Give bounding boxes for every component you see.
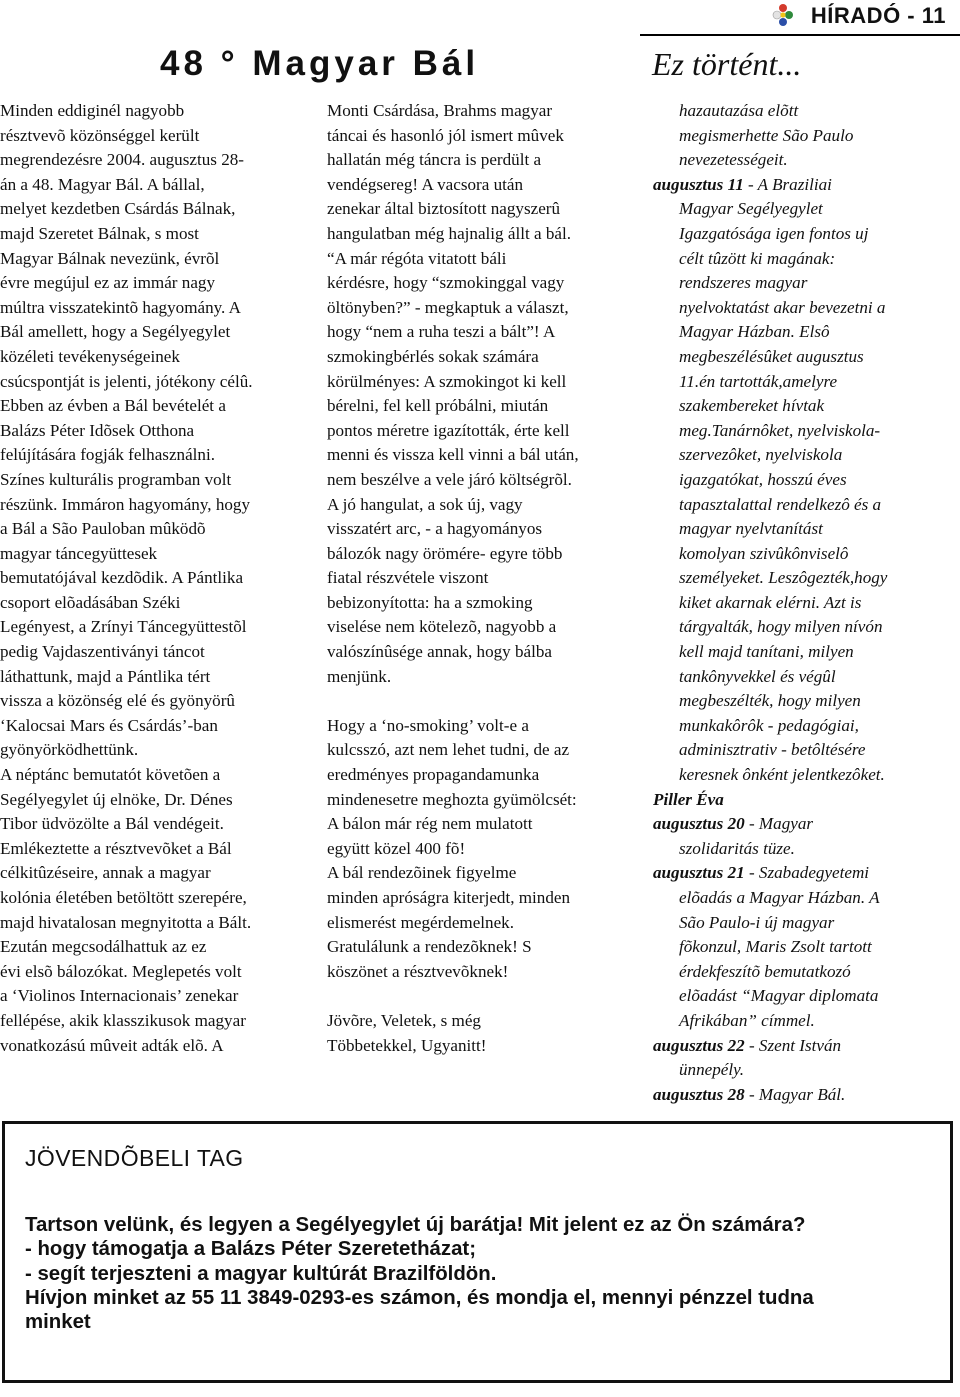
event-text: São Paulo-i új magyar — [679, 912, 835, 932]
event-date: augusztus 21 — [653, 863, 745, 883]
article-text-line: pontos méretre igazították, érte kell — [327, 420, 570, 440]
article-text-line: öltönyben?” - megkaptuk a választ, — [327, 297, 569, 317]
event-line — [653, 271, 953, 296]
event-line — [653, 468, 953, 493]
event-text: megismerhette São Paulo — [679, 125, 854, 145]
sidebar-title: Ez történt... — [652, 46, 802, 82]
article-text-line: megrendezésre 2004. augusztus 28- — [0, 150, 244, 170]
page-label: HÍRADÓ - 11 — [810, 3, 946, 28]
article-text-line: minden apróságra kiterjedt, minden — [327, 888, 571, 907]
article-text-line: fiatal részvétele viszont — [327, 568, 489, 588]
event-text: - Magyar — [744, 814, 814, 834]
article-text-line: ‘Kalocsai Mars és Csárdás’-ban — [0, 715, 218, 735]
event-text: személyeket. Leszôgezték,hogy — [679, 568, 888, 588]
article-text-line: zenekar által biztosított nagyszerû — [327, 199, 561, 219]
article-text-line: án a 48. Magyar Bál. A bállal, — [0, 174, 205, 194]
event-line — [653, 788, 953, 813]
event-line — [653, 861, 953, 886]
event-text: nyelvoktatást akar bevezetni a — [679, 297, 886, 317]
event-text: kell majd tanítani, milyen — [679, 642, 854, 662]
event-text: adminisztrativ - betôltésére — [679, 740, 866, 760]
event-line — [653, 591, 953, 616]
event-line — [653, 394, 953, 419]
event-line — [653, 443, 953, 468]
article-text-line — [327, 984, 624, 1009]
article-text-line: Balázs Péter Idõsek Otthona — [0, 420, 195, 440]
article-text-line: viselése nem kötelezõ, nagyobb a — [327, 617, 557, 637]
article-text-line: vissza a közönség elé és gyönyörû — [0, 691, 235, 711]
event-text: nevezetességeit. — [679, 150, 788, 170]
event-text: hazautazása elõtt — [679, 101, 799, 120]
event-text: fõkonzul, Maris Zsolt tartott — [679, 937, 872, 957]
event-text: megbeszélésûket augusztus — [679, 346, 864, 366]
article-text-line: Tibor üdvözölte a Bál vendégeit. — [0, 814, 224, 834]
event-text: megbeszélték, hogy milyen — [679, 691, 861, 711]
article-column-1 — [0, 99, 301, 1058]
event-text: - Magyar Bál. — [744, 1084, 846, 1104]
event-text: érdekfeszítõ bemutatkozó — [679, 961, 851, 981]
event-line — [653, 345, 953, 370]
future-member-box — [2, 1121, 953, 1383]
notice-line: - hogy támogatja a Balázs Péter Szeretetházat; — [25, 1238, 476, 1261]
article-text-line: Minden eddiginél nagyobb — [0, 101, 185, 120]
article-text-line: “A már régóta vitatott báli — [327, 248, 507, 268]
article-text-line: Legényest, a Zrínyi Táncegyüttestõl — [0, 617, 247, 637]
event-line — [653, 148, 953, 173]
article-text-line: kulcsszó, azt nem lehet tudni, de az — [327, 740, 570, 760]
event-text: elõadás a Magyar Házban. A — [679, 888, 880, 907]
event-line — [653, 935, 953, 960]
article-text-line: évi elsõ bálozókat. Meglepetés volt — [0, 961, 242, 981]
article-text-line: Bál amellett, hogy a Segélyegylet — [0, 322, 231, 342]
event-line — [653, 124, 953, 149]
event-text: tárgyalták, hogy milyen nívón — [679, 617, 883, 637]
event-text: szakembereket hívtak — [679, 396, 825, 416]
event-line — [653, 99, 953, 124]
event-text: igazgatókat, hosszú éves — [679, 469, 847, 489]
article-text-line: kérdésre, hogy “szmokinggal vagy — [327, 273, 565, 293]
article-text-line: szmokingbérlés sokak számára — [327, 346, 539, 366]
event-text: munkakôrôk - pedagógiai, — [679, 715, 859, 735]
event-text: - Szabadegyetemi — [744, 863, 870, 883]
article-text-line: körülményes: A szmokingot ki kell — [327, 371, 567, 391]
event-text: tapasztalattal rendelkezô és a — [679, 494, 882, 514]
article-text-line: fellépése, akik klasszikusok magyar — [0, 1010, 246, 1030]
event-text: - Szent István — [744, 1035, 842, 1055]
event-date: Piller Éva — [653, 789, 724, 809]
article-text-line: a Bál a São Pauloban mûködõ — [0, 519, 206, 539]
article-text-line: Színes kulturális programban volt — [0, 469, 232, 489]
event-text: ünnepély. — [679, 1060, 745, 1080]
article-text-line: pedig Vajdaszentiványi táncot — [0, 642, 205, 662]
article-text-line: majd hivatalosan megnyitotta a Bált. — [0, 912, 252, 932]
article-text-line: kolónia életében betöltött szerepére, — [0, 888, 247, 907]
article-text-line: gyönyörködhettünk. — [0, 740, 139, 760]
flag-emblem-icon — [771, 2, 795, 28]
article-text-line: vonatkozású mûveit adták elõ. A — [0, 1035, 224, 1055]
article-text-line: A néptánc bemutatót követõen a — [0, 765, 221, 785]
article-text-line: melyet kezdetben Csárdás Bálnak, — [0, 199, 236, 219]
event-line — [653, 812, 953, 837]
article-text-line: csúcspontját is jelenti, jótékony célû. — [0, 371, 253, 391]
article-text-line: a ‘Violinos Internacionais’ zenekar — [0, 986, 239, 1006]
event-line — [653, 1034, 953, 1059]
event-line — [653, 837, 953, 862]
event-text: Magyar Segélyegylet — [679, 199, 823, 219]
article-text-line: táncai és hasonló jól ismert mûvek — [327, 125, 564, 145]
event-line — [653, 542, 953, 567]
events-column — [653, 99, 953, 1107]
event-date: augusztus 22 — [653, 1035, 745, 1055]
article-title: 48 ° Magyar Bál — [160, 44, 480, 83]
event-line — [653, 984, 953, 1009]
event-line — [653, 197, 953, 222]
article-text-line: együtt közel 400 fõ! — [327, 838, 466, 858]
event-line — [653, 222, 953, 247]
event-text: Afrikában” címmel. — [679, 1010, 815, 1030]
event-line — [653, 886, 953, 911]
article-text-line: vendégsereg! A vacsora után — [327, 174, 524, 194]
notice-line: minket — [25, 1311, 91, 1334]
event-text: elõadást “Magyar diplomata — [679, 986, 879, 1006]
event-text: szolidaritás tüze. — [679, 838, 795, 858]
event-line — [653, 173, 953, 198]
article-text-line: csoport elõadásában Széki — [0, 592, 181, 612]
event-line — [653, 689, 953, 714]
event-line — [653, 911, 953, 936]
article-text-line: Magyar Bálnak nevezünk, évrõl — [0, 248, 220, 268]
article-text-line: bérelni, fel kell próbálni, miután — [327, 396, 549, 416]
article-text-line: mindenesetre meghozta gyümölcsét: — [327, 789, 577, 809]
article-text-line: Segélyegylet új elnöke, Dr. Dénes — [0, 789, 233, 809]
event-text: tankônyvekkel és végûl — [679, 666, 836, 686]
article-text-line: A bál rendezõinek figyelme — [327, 863, 517, 883]
article-column-2 — [327, 99, 624, 1058]
event-text: Magyar Házban. Elsô — [679, 322, 830, 342]
event-line — [653, 247, 953, 272]
article-text-line: menni és vissza kell vinni a bál után, — [327, 445, 579, 465]
event-text: - A Braziliai — [743, 174, 832, 194]
event-date: augusztus 11 — [653, 174, 744, 194]
article-text-line: Monti Csárdása, Brahms magyar — [327, 101, 553, 120]
event-line — [653, 419, 953, 444]
event-line — [653, 714, 953, 739]
article-text-line: eredményes propagandamunka — [327, 765, 540, 785]
event-date: augusztus 28 — [653, 1084, 745, 1104]
article-text-line: hangulatban még hajnalig állt a bál. — [327, 223, 571, 243]
event-line — [653, 763, 953, 788]
article-text-line: felújítására fogják felhasználni. — [0, 445, 215, 465]
event-line — [653, 1083, 953, 1108]
article-text-line: bálozók nagy örömére- egyre több — [327, 543, 563, 563]
article-text-line: résztvevõ közönséggel került — [0, 125, 200, 145]
event-line — [653, 665, 953, 690]
article-text-line: visszatért arc, - a hagyományos — [327, 519, 543, 539]
event-line — [653, 296, 953, 321]
article-text-line: Jövõre, Veletek, s még — [327, 1010, 481, 1030]
event-line — [653, 640, 953, 665]
article-text-line: majd Szeretet Bálnak, s most — [0, 223, 199, 243]
event-text: meg.Tanárnôket, nyelviskola- — [679, 420, 881, 440]
event-line — [653, 1009, 953, 1034]
notice-title: JÖVENDÕBELI TAG — [25, 1145, 244, 1171]
event-line — [653, 960, 953, 985]
article-text-line: évre megújul ez az immár nagy — [0, 273, 215, 293]
article-text-line: hogy “nem a ruha teszi a bált”! A — [327, 322, 556, 342]
event-line — [653, 738, 953, 763]
event-text: rendszeres magyar — [679, 273, 808, 293]
article-text-line: célkitûzéseire, annak a magyar — [0, 863, 211, 883]
article-text-line: Többetekkel, Ugyanitt! — [327, 1035, 487, 1055]
article-text-line: A jó hangulat, a sok új, vagy — [327, 494, 523, 514]
article-text-line: A bálon már rég nem mulatott — [327, 814, 533, 834]
article-text-line: nem beszélve a vele járó költségrõl. — [327, 469, 572, 489]
notice-body — [25, 1213, 950, 1334]
article-text-line: bebizonyította: ha a szmoking — [327, 592, 533, 612]
article-text-line: hallatán még táncra is perdült a — [327, 150, 542, 170]
article-text-line: menjünk. — [327, 666, 392, 686]
article-text-line: Ezután megcsodálhattuk az ez — [0, 937, 207, 957]
notice-line: Hívjon minket az 55 11 3849-0293-es számon, és mondja el, mennyi pénzzel tudna — [25, 1286, 814, 1309]
article-text-line: magyar táncegyüttesek — [0, 543, 158, 563]
article-text-line: Hogy a ‘no-smoking’ volt-e a — [327, 715, 529, 735]
article-text-line — [327, 689, 624, 714]
notice-line: - segít terjeszteni a magyar kultúrát Brazilföldön. — [25, 1262, 497, 1285]
article-text-line: valószínûsége annak, hogy bálba — [327, 642, 552, 662]
article-text-line: Emlékeztette a résztvevõket a Bál — [0, 838, 232, 858]
article-text-line: közéleti tevékenységeinek — [0, 346, 180, 366]
event-line — [653, 370, 953, 395]
event-text: Igazgatósága igen fontos uj — [679, 223, 869, 243]
event-text: szervezôket, nyelviskola — [679, 445, 843, 465]
event-text: célt tûzött ki magának: — [679, 248, 836, 268]
article-text-line: múltra visszatekintõ hagyomány. A — [0, 297, 242, 317]
article-text-line: elismerést megérdemelnek. — [327, 912, 515, 932]
article-text-line: részünk. Immáron hagyomány, hogy — [0, 494, 251, 514]
event-text: komolyan szivûkônviselô — [679, 543, 849, 563]
event-text: keresnek ônként jelentkezôket. — [679, 765, 885, 785]
event-line — [653, 493, 953, 518]
article-text-line: Ebben az évben a Bál bevételét a — [0, 396, 226, 416]
event-line — [653, 1058, 953, 1083]
article-text-line: láthattunk, majd a Pántlika tért — [0, 666, 211, 686]
article-text-line: köszönet a résztvevõknek! — [327, 961, 509, 981]
article-text-line: Gratulálunk a rendezõknek! S — [327, 937, 532, 957]
event-text: magyar nyelvtanítást — [679, 519, 823, 539]
event-line — [653, 615, 953, 640]
event-line — [653, 566, 953, 591]
event-text: 11.én tartották,amelyre — [679, 371, 838, 391]
event-line — [653, 517, 953, 542]
article-text-line: bemutatójával kezdõdik. A Pántlika — [0, 568, 244, 588]
notice-line: Tartson velünk, és legyen a Segélyegylet új barátja! Mit jelent ez az Ön számára? — [25, 1214, 806, 1236]
event-date: augusztus 20 — [653, 814, 745, 834]
event-line — [653, 320, 953, 345]
event-text: kiket akarnak elérni. Azt is — [679, 592, 862, 612]
